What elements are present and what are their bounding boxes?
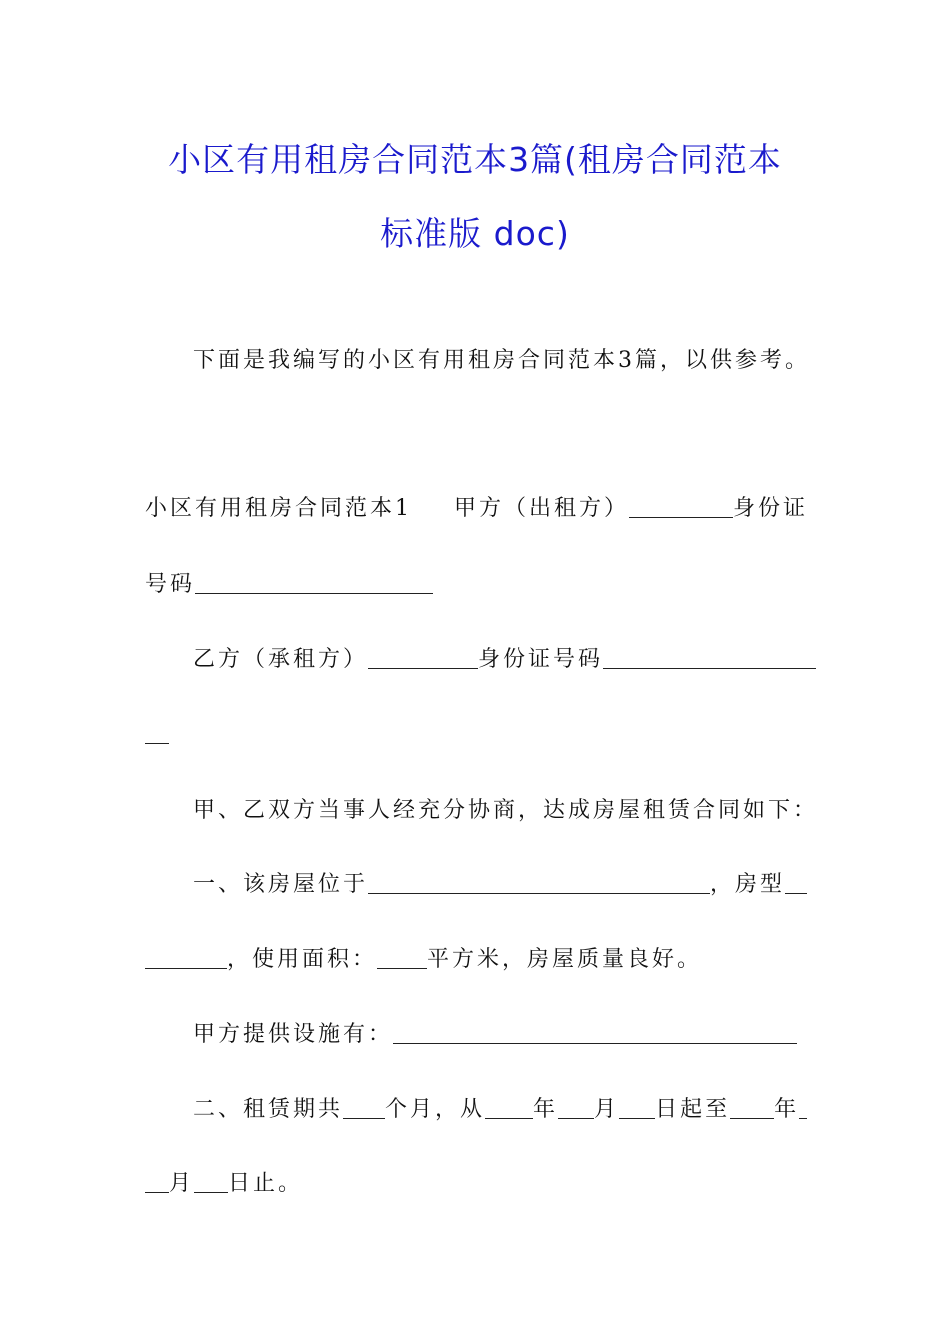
party-b-label: 乙方（承租方） <box>193 647 369 672</box>
start-month-blank <box>558 1096 594 1119</box>
item2-year-label: 年 <box>533 1097 559 1122</box>
party-a-id-label: 身份证 <box>733 496 809 521</box>
party-a-id-blank <box>195 571 433 594</box>
location-blank <box>368 871 710 894</box>
item2-from-label: 个月，从 <box>385 1097 486 1122</box>
end-day-blank <box>194 1170 228 1193</box>
item1-area-unit: 平方米，房屋质量良好。 <box>427 947 703 972</box>
party-a-name-blank <box>629 495 733 518</box>
party-b-line <box>193 645 816 675</box>
party-b-name-blank <box>368 646 478 669</box>
end-year-blank <box>730 1096 774 1119</box>
party-a-id-line <box>145 570 433 600</box>
end-month-blank-cont <box>145 1170 169 1193</box>
item2-line <box>193 1095 807 1125</box>
type-blank-cont <box>145 946 227 969</box>
facilities-blank <box>393 1021 797 1044</box>
item1-type-label: ，房型 <box>710 872 786 897</box>
item2-end-label: 日止。 <box>228 1171 304 1196</box>
party-a-id-label-cont: 号码 <box>145 572 196 597</box>
party-b-id-blank <box>603 646 816 669</box>
item2-line-cont <box>145 1169 303 1199</box>
item1-line-cont <box>145 945 702 975</box>
item1-area-label: ，使用面积： <box>227 947 378 972</box>
area-blank <box>377 946 427 969</box>
start-day-blank <box>619 1096 655 1119</box>
document-title-line-2: 标准版 doc) <box>380 214 570 253</box>
party-b-id-label: 身份证号码 <box>478 647 604 672</box>
party-b-id-line-cont <box>145 720 169 750</box>
item2-term-label: 二、租赁期共 <box>193 1097 344 1122</box>
party-a-label: 甲方（出租方） <box>454 496 630 521</box>
item2-until-label: 日起至 <box>655 1097 731 1122</box>
start-year-blank <box>485 1096 533 1119</box>
item2-month-label: 月 <box>594 1097 620 1122</box>
party-b-id-blank-cont <box>145 721 169 744</box>
facilities-label: 甲方提供设施有： <box>193 1022 394 1047</box>
end-month-blank <box>799 1096 807 1119</box>
item1-line <box>193 870 807 900</box>
facilities-line <box>193 1020 797 1050</box>
term-months-blank <box>343 1096 385 1119</box>
item1-location-label: 一、该房屋位于 <box>193 872 369 897</box>
agreement-paragraph: 甲、乙双方当事人经充分协商，达成房屋租赁合同如下： <box>193 798 819 823</box>
item2-end-year-label: 年 <box>774 1097 800 1122</box>
item2-end-month-label: 月 <box>169 1171 195 1196</box>
contract-heading: 小区有用租房合同范本1 <box>145 496 412 521</box>
document-title-line-1: 小区有用租房合同范本3篇(租房合同范本 <box>168 140 782 179</box>
intro-paragraph: 下面是我编写的小区有用租房合同范本3篇，以供参考。 <box>193 348 810 373</box>
type-blank <box>785 871 807 894</box>
party-a-line <box>145 494 808 524</box>
